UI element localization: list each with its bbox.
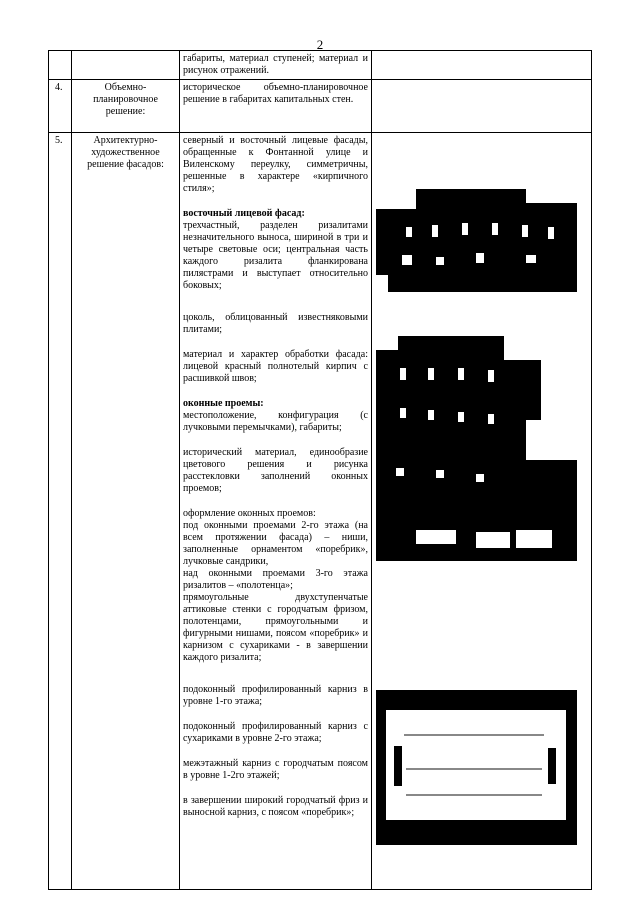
heading-window-openings: оконные проемы: <box>183 398 264 409</box>
facade-description <box>180 133 372 890</box>
facade-paragraph: материал и характер обработки фасада: лицевой красный полнотелый кирпич с расшивкой швов; <box>183 349 368 384</box>
facade-paragraph <box>183 208 368 220</box>
row-number: 4. <box>49 80 72 133</box>
row-description: историческое объемно-планировочное решение в габаритах капитальных стен. <box>180 80 372 133</box>
row-number: 5. <box>49 133 72 890</box>
heading-east-facade: восточный лицевой фасад: <box>183 208 305 219</box>
row-name <box>72 51 180 80</box>
row-name: Архитектурно-художественное решение фасадов: <box>72 133 180 890</box>
facade-paragraph: подоконный профилированный карниз с сухариками в уровне 2-го этажа; <box>183 721 368 744</box>
row-description: габариты, материал ступеней; материал и рисунок отражений. <box>180 51 372 80</box>
row-photo-cell <box>372 51 592 80</box>
facade-paragraph: межэтажный карниз с городчатым поясом в уровне 1-2го этажей; <box>183 758 368 781</box>
facade-paragraph: оформление оконных проемов: под оконными проемами 2-го этажа (на всем протяжении фасада) – ниши, заполненные орнаментом «поребрик», лучковые сандрики, над оконными проемами 3-го этажа ризалитов – «полотенца»; прямоугольные двухступенчатые аттиковые стенки с городчатым фризом, полотенцами, прямоугольными и фигурными нишами, поясом «поребрик» и карнизом с сухариками - в завершении каждого ризалита; <box>183 508 368 663</box>
page-number: 2 <box>316 37 324 52</box>
row-photo-cell <box>372 80 592 133</box>
facade-paragraph: цоколь, облицованный известняковыми плитами; <box>183 312 368 335</box>
facade-paragraph: исторический материал, единообразие цветового решения и рисунка расстекловки заполнений оконных проемов; <box>183 447 368 494</box>
row-number <box>49 51 72 80</box>
facade-paragraph: подоконный профилированный карниз в уровне 1-го этажа; <box>183 684 368 707</box>
table-row <box>49 80 592 133</box>
row-name: Объемно-планировочное решение: <box>72 80 180 133</box>
facade-paragraph: местоположение, конфигурация (с лучковыми перемычками), габариты; <box>183 410 368 433</box>
facade-paragraph: в завершении широкий городчатый фриз и выносной карниз, с поясом «поребрик»; <box>183 795 368 818</box>
facade-photo-bottom <box>376 690 577 845</box>
facade-photo-top <box>376 165 577 292</box>
facade-paragraph <box>183 398 368 410</box>
facade-paragraph: трехчастный, разделен ризалитами незначительного выноса, шириной в три и четыре световые оси; центральная часть каждого ризалита фланкирована пилястрами и выступает относительно боковых; <box>183 220 368 291</box>
table-row <box>49 51 592 80</box>
facade-paragraph: северный и восточный лицевые фасады, обращенные к Фонтанной улице и Виленскому переулку, симметричны, решенные в характере «кирпичного стиля»; <box>183 135 368 194</box>
facade-photo-middle <box>376 318 577 561</box>
